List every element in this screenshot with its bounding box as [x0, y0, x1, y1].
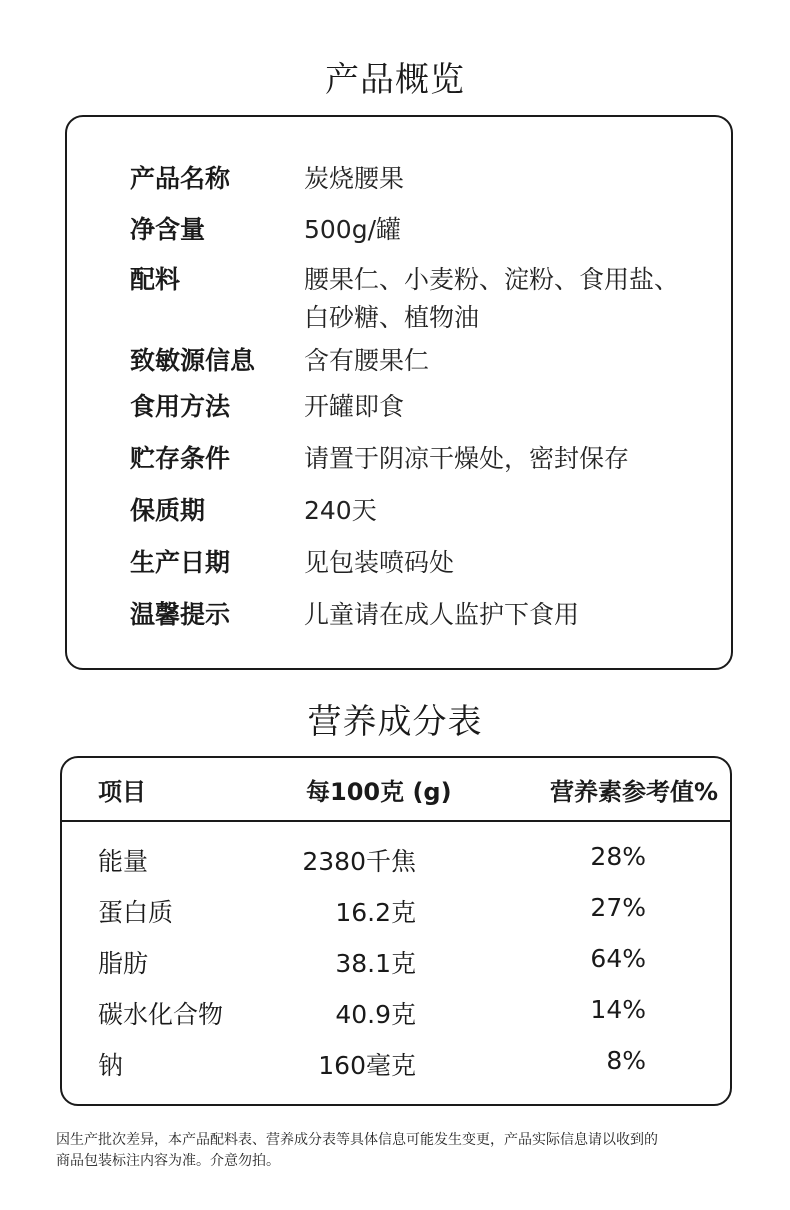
row-label: 致敏源信息 — [130, 346, 256, 375]
nutrient-nrv: 28% — [590, 842, 646, 871]
row-label: 净含量 — [130, 215, 206, 244]
row-value: 请置于阴凉干燥处，密封保存 — [304, 444, 630, 473]
disclaimer-text — [56, 1130, 746, 1172]
row-value: 腰果仁、小麦粉、淀粉、食用盐、 — [304, 265, 680, 294]
nutrient-value: 16.2克 — [335, 898, 416, 927]
nutrient-name: 碳水化合物 — [98, 1000, 224, 1029]
nutrient-name: 钠 — [98, 1051, 124, 1080]
row-label: 贮存条件 — [130, 444, 231, 473]
nutrition-table — [60, 756, 732, 1106]
nutrient-nrv: 27% — [590, 893, 646, 922]
nutrient-value: 2380千焦 — [302, 847, 416, 876]
overview-panel — [65, 115, 733, 670]
row-value: 见包装喷码处 — [304, 548, 455, 577]
nutrition-title: 营养成分表 — [307, 702, 483, 742]
nutrition-table-header — [62, 758, 730, 822]
table-row — [62, 842, 730, 882]
row-label: 配料 — [130, 265, 181, 294]
table-row — [62, 944, 730, 984]
nutrient-nrv: 64% — [590, 944, 646, 973]
nutrient-value: 160毫克 — [318, 1051, 416, 1080]
table-row — [62, 1046, 730, 1086]
nutrient-nrv: 8% — [606, 1046, 646, 1075]
disclaimer-line: 因生产批次差异，本产品配料表、营养成分表等具体信息可能发生变更，产品实际信息请以收到的 — [56, 1132, 658, 1148]
header-nrv: 营养素参考值% — [549, 778, 718, 806]
row-value: 500g/罐 — [304, 215, 402, 244]
table-row — [62, 995, 730, 1035]
disclaimer-line: 商品包装标注内容为准。介意勿拍。 — [56, 1153, 280, 1169]
row-label: 食用方法 — [130, 392, 231, 421]
header-per-100g: 每100克 (g) — [306, 778, 452, 806]
nutrient-nrv: 14% — [590, 995, 646, 1024]
row-label: 温馨提示 — [130, 600, 231, 629]
nutrient-value: 38.1克 — [335, 949, 416, 978]
row-value: 炭烧腰果 — [304, 164, 405, 193]
row-value: 240天 — [304, 496, 377, 525]
table-row — [62, 893, 730, 933]
nutrient-value: 40.9克 — [335, 1000, 416, 1029]
row-value: 含有腰果仁 — [304, 346, 430, 375]
nutrient-name: 蛋白质 — [98, 898, 174, 927]
row-value-line-2: 白砂糖、植物油 — [304, 303, 480, 332]
row-value: 儿童请在成人监护下食用 — [304, 600, 580, 629]
overview-title: 产品概览 — [325, 60, 465, 100]
row-label: 产品名称 — [130, 164, 231, 193]
row-label: 保质期 — [130, 496, 206, 525]
row-value: 开罐即食 — [304, 392, 405, 421]
row-label: 生产日期 — [130, 548, 231, 577]
nutrient-name: 能量 — [98, 847, 149, 876]
header-item: 项目 — [98, 778, 146, 806]
nutrient-name: 脂肪 — [98, 949, 149, 978]
